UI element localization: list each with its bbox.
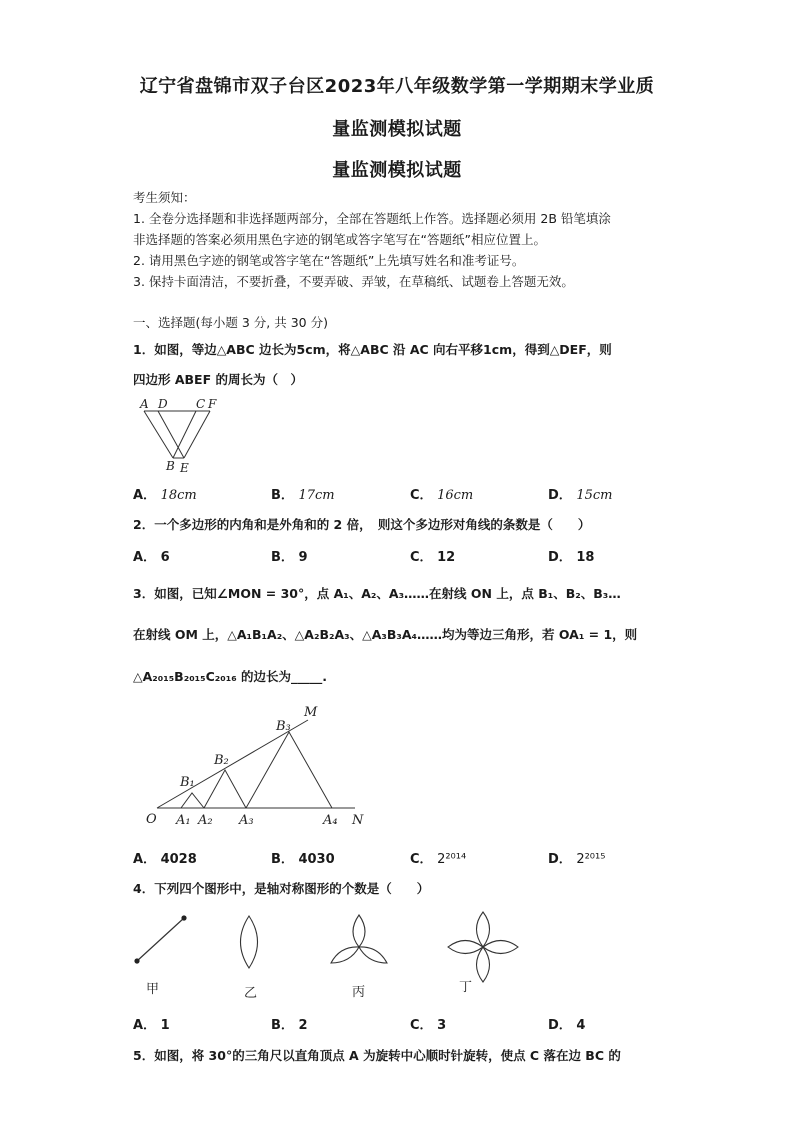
q2-option-d[interactable]: D． 18 <box>548 550 595 565</box>
caption-jia: 甲 <box>146 982 160 997</box>
notice-heading: 考生须知： <box>133 190 196 205</box>
caption-ding: 丁 <box>459 980 473 995</box>
figure-yi <box>241 916 258 968</box>
triangle-a2b2a3 <box>204 770 246 808</box>
q1-stem: 1．如图，等边△ABC 边长为5cm，将△ABC 沿 AC 向右平移1cm，得到△DEF，则 <box>133 342 612 357</box>
q2-option-a[interactable]: A． 6 <box>133 550 170 565</box>
side-de <box>158 411 184 458</box>
label-o: O <box>146 812 157 827</box>
page-title: 辽宁省盘锦市双子台区2023年八年级数学第一学期期末学业质 <box>139 76 655 97</box>
page-subtitle: 量监测模拟试题 <box>332 160 462 181</box>
label-m: M <box>304 705 318 720</box>
q5-stem: 5．如图，将 30°的三角尺以直角顶点 A 为旋转中心顺时针旋转，使点 C 落在边 BC 的 <box>133 1048 621 1063</box>
q1-figure <box>136 396 226 476</box>
q4-option-b[interactable]: B． 2 <box>271 1018 308 1033</box>
q1-option-a[interactable]: A． 18cm <box>133 488 197 503</box>
page-title-line2: 量监测模拟试题 <box>332 119 462 140</box>
label-b1: B₁ <box>180 775 195 790</box>
q4-option-a[interactable]: A． 1 <box>133 1018 170 1033</box>
label-a2: A₂ <box>198 813 213 828</box>
figure-bing <box>331 915 387 963</box>
notice-item-2: 2. 请用黑色字迹的钢笔或答字笔在“答题纸”上先填写姓名和准考证号。 <box>133 253 525 268</box>
q3-option-c[interactable]: C． 2²⁰¹⁴ <box>410 852 467 867</box>
caption-bing: 丙 <box>352 985 366 1000</box>
section-heading: 一、选择题(每小题 3 分, 共 30 分) <box>133 315 328 330</box>
side-bc <box>173 411 196 458</box>
label-a1: A₁ <box>176 813 191 828</box>
figure-ding <box>448 912 518 982</box>
triangle-a1b1a2 <box>181 793 204 808</box>
notice-item-1-cont: 非选择题的答案必须用黑色字迹的钢笔或答字笔写在“答题纸”相应位置上。 <box>133 232 546 247</box>
q4-stem: 4．下列四个图形中，是轴对称图形的个数是（ ） <box>133 881 430 896</box>
q3-stem: 3．如图，已知∠MON = 30°，点 A₁、A₂、A₃……在射线 ON 上，点 B₁、B₂、B₃… <box>133 586 621 601</box>
q4-option-d[interactable]: D． 4 <box>548 1018 586 1033</box>
q2-stem: 2．一个多边形的内角和是外角和的 2 倍， 则这个多边形对角线的条数是（ ） <box>133 517 591 532</box>
label-n: N <box>352 813 364 828</box>
label-d: D <box>158 397 168 411</box>
q2-option-c[interactable]: C． 12 <box>410 550 456 565</box>
label-a3: A₃ <box>239 813 254 828</box>
q3-option-a[interactable]: A． 4028 <box>133 852 197 867</box>
label-c: C <box>196 397 206 411</box>
notice-item-1: 1. 全卷分选择题和非选择题两部分，全部在答题纸上作答。选择题必须用 2B 铅笔填涂 <box>133 211 611 226</box>
q1-option-b[interactable]: B． 17cm <box>271 488 335 503</box>
label-b: B <box>166 459 175 473</box>
q3-stem-cont2: △A₂₀₁₅B₂₀₁₅C₂₀₁₆ 的边长为_____. <box>133 669 328 684</box>
q1-option-d[interactable]: D． 15cm <box>548 488 613 503</box>
side-ab <box>144 411 173 458</box>
label-a4: A₄ <box>323 813 338 828</box>
q4-option-c[interactable]: C． 3 <box>410 1018 447 1033</box>
q3-option-b[interactable]: B． 4030 <box>271 852 335 867</box>
label-b3: B₃ <box>276 719 291 734</box>
q2-option-b[interactable]: B． 9 <box>271 550 308 565</box>
triangle-a3b3a4 <box>246 732 332 808</box>
q4-figures <box>128 905 538 1000</box>
q1-option-c[interactable]: C． 16cm <box>410 488 474 503</box>
side-ef <box>184 411 210 458</box>
q3-figure <box>140 700 380 835</box>
label-b2: B₂ <box>214 753 229 768</box>
q3-option-d[interactable]: D． 2²⁰¹⁵ <box>548 852 606 867</box>
q3-stem-cont: 在射线 OM 上，△A₁B₁A₂、△A₂B₂A₃、△A₃B₃A₄……均为等边三角形，若 OA₁ = 1，则 <box>133 627 638 642</box>
q1-stem-cont: 四边形 ABEF 的周长为（ ） <box>133 372 303 387</box>
caption-yi: 乙 <box>244 986 258 1000</box>
label-a: A <box>140 397 149 411</box>
figure-jia <box>134 915 186 963</box>
label-f: F <box>208 397 217 411</box>
notice-item-3: 3. 保持卡面清洁，不要折叠，不要弄破、弄皱，在草稿纸、试题卷上答题无效。 <box>133 274 574 289</box>
label-e: E <box>180 461 189 475</box>
